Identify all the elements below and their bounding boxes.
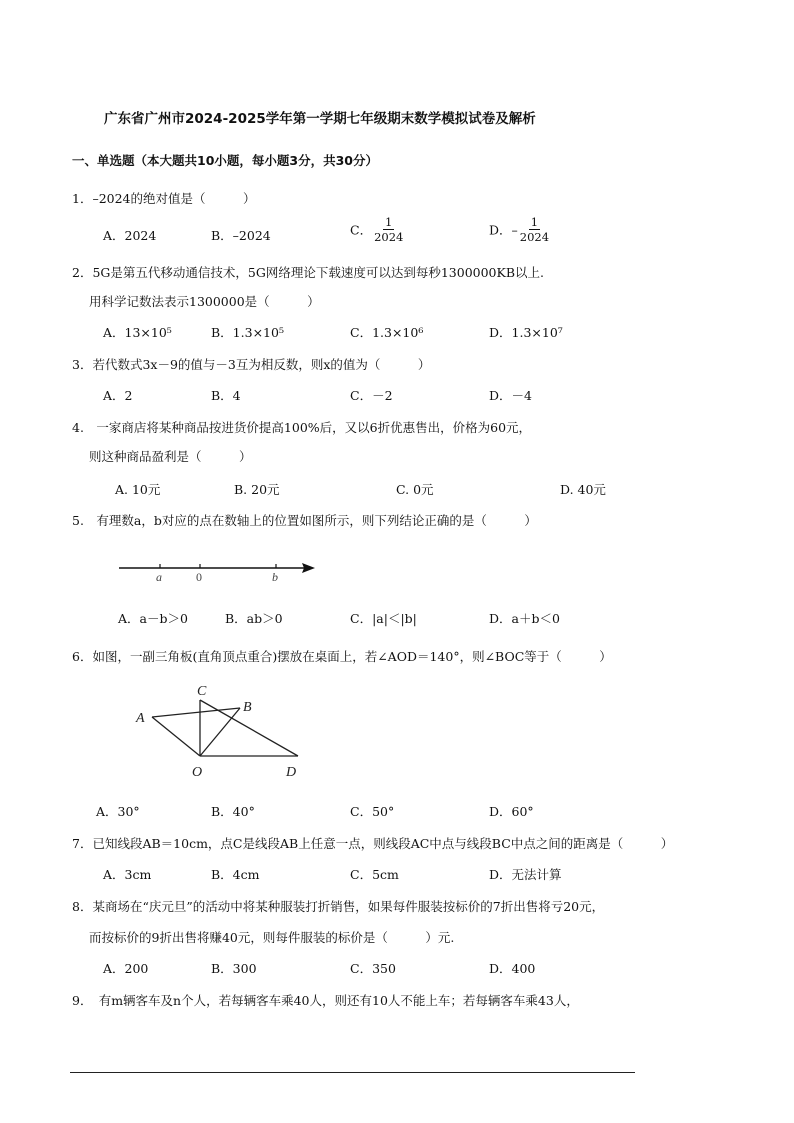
question-8-stem-line1: 8．某商场在“庆元旦”的活动中将某种服装打折销售，如果每件服装按标价的7折出售将亏20元， <box>72 899 605 914</box>
question-6-option-a: A．30° <box>96 804 140 819</box>
question-3-option-c: C．－2 <box>350 388 393 403</box>
question-2-stem-line2: 用科学记数法表示1300000是（ ） <box>89 294 320 309</box>
question-6-option-c: C．50° <box>350 804 395 819</box>
question-1-option-d <box>489 216 551 243</box>
question-3-stem: 3．若代数式3x－9的值与－3互为相反数，则x的值为（ ） <box>72 357 431 372</box>
footer-divider <box>70 1072 635 1073</box>
question-2-option-a: A．13×10⁵ <box>103 325 172 340</box>
question-4-stem-line1: 4. 一家商店将某种商品按进货价提高100%后，又以6折优惠售出，价格为60元， <box>72 420 532 435</box>
question-3-option-a: A．2 <box>103 388 133 403</box>
fraction-denominator: 2024 <box>519 230 550 245</box>
question-4-option-c: C. 0元 <box>396 482 434 497</box>
option-d-prefix: D．– <box>489 222 518 238</box>
question-5-stem: 5. 有理数a，b对应的点在数轴上的位置如图所示，则下列结论正确的是（ ） <box>72 513 537 528</box>
number-line-figure <box>112 556 327 586</box>
question-1-option-a: A．2024 <box>103 228 157 243</box>
question-4-option-d: D. 40元 <box>560 482 606 497</box>
question-2-option-b: B．1.3×10⁵ <box>211 325 284 340</box>
option-c-prefix: C． <box>350 222 373 238</box>
question-1-option-c <box>350 216 405 243</box>
label-b: b <box>272 570 278 584</box>
question-8-option-c: C．350 <box>350 961 396 976</box>
question-2-option-d: D．1.3×10⁷ <box>489 325 563 340</box>
fraction <box>518 216 551 243</box>
question-4-option-a: A. 10元 <box>115 482 161 497</box>
point-label-o: O <box>192 765 203 780</box>
question-1-option-b: B．–2024 <box>211 228 271 243</box>
section-heading: 一、单选题（本大题共10小题，每小题3分，共30分） <box>72 153 378 168</box>
question-4-option-b: B. 20元 <box>234 482 280 497</box>
fraction-numerator: 1 <box>385 215 393 229</box>
fraction-numerator: 1 <box>530 215 539 229</box>
question-9-stem: 9． 有m辆客车及n个人，若每辆客车乘40人，则还有10人不能上车；若每辆客车乘43人， <box>72 993 579 1008</box>
question-7-stem: 7．已知线段AB＝10cm，点C是线段AB上任意一点，则线段AC中点与线段BC中点之间的距离是（ ） <box>72 836 674 851</box>
question-5-option-c: C．|a|＜|b| <box>350 611 417 626</box>
point-label-c: C <box>197 684 207 699</box>
triangle-rulers-figure <box>128 680 310 782</box>
question-7-option-b: B．4cm <box>211 867 260 882</box>
question-5-option-d: D．a＋b＜0 <box>489 611 560 626</box>
segment-ob <box>200 708 240 756</box>
question-4-stem-line2: 则这种商品盈利是（ ） <box>89 449 252 464</box>
question-1-stem: 1．–2024的绝对值是（ ） <box>72 191 256 206</box>
question-6-option-d: D．60° <box>489 804 534 819</box>
question-2-stem-line1: 2．5G是第五代移动通信技术，5G网络理论下载速度可以达到每秒1300000KB以上. <box>72 265 544 280</box>
question-3-option-b: B．4 <box>211 388 241 403</box>
segment-ao <box>152 717 200 756</box>
question-8-option-b: B．300 <box>211 961 257 976</box>
label-zero: 0 <box>196 570 202 584</box>
question-5-option-b: B．ab＞0 <box>225 611 283 626</box>
label-a: a <box>156 570 162 584</box>
question-2-option-c: C．1.3×10⁶ <box>350 325 424 340</box>
question-7-option-d: D．无法计算 <box>489 867 562 882</box>
question-7-option-a: A．3cm <box>103 867 152 882</box>
point-label-a: A <box>136 711 145 726</box>
question-6-stem: 6．如图，一副三角板(直角顶点重合)摆放在桌面上，若∠AOD＝140°，则∠BOC等于（ ） <box>72 649 612 664</box>
question-6-option-b: B．40° <box>211 804 255 819</box>
question-8-stem-line2: 而按标价的9折出售将赚40元，则每件服装的标价是（ ）元. <box>89 930 455 945</box>
point-label-d: D <box>286 765 297 780</box>
fraction-denominator: 2024 <box>374 230 404 245</box>
question-7-option-c: C．5cm <box>350 867 399 882</box>
fraction <box>372 216 405 243</box>
question-8-option-a: A．200 <box>103 961 149 976</box>
question-8-option-d: D．400 <box>489 961 536 976</box>
question-5-option-a: A．a－b＞0 <box>118 611 188 626</box>
point-label-b: B <box>243 700 252 715</box>
question-3-option-d: D．－4 <box>489 388 532 403</box>
page-title: 广东省广州市2024-2025学年第一学期七年级期末数学模拟试卷及解析 <box>104 111 536 127</box>
